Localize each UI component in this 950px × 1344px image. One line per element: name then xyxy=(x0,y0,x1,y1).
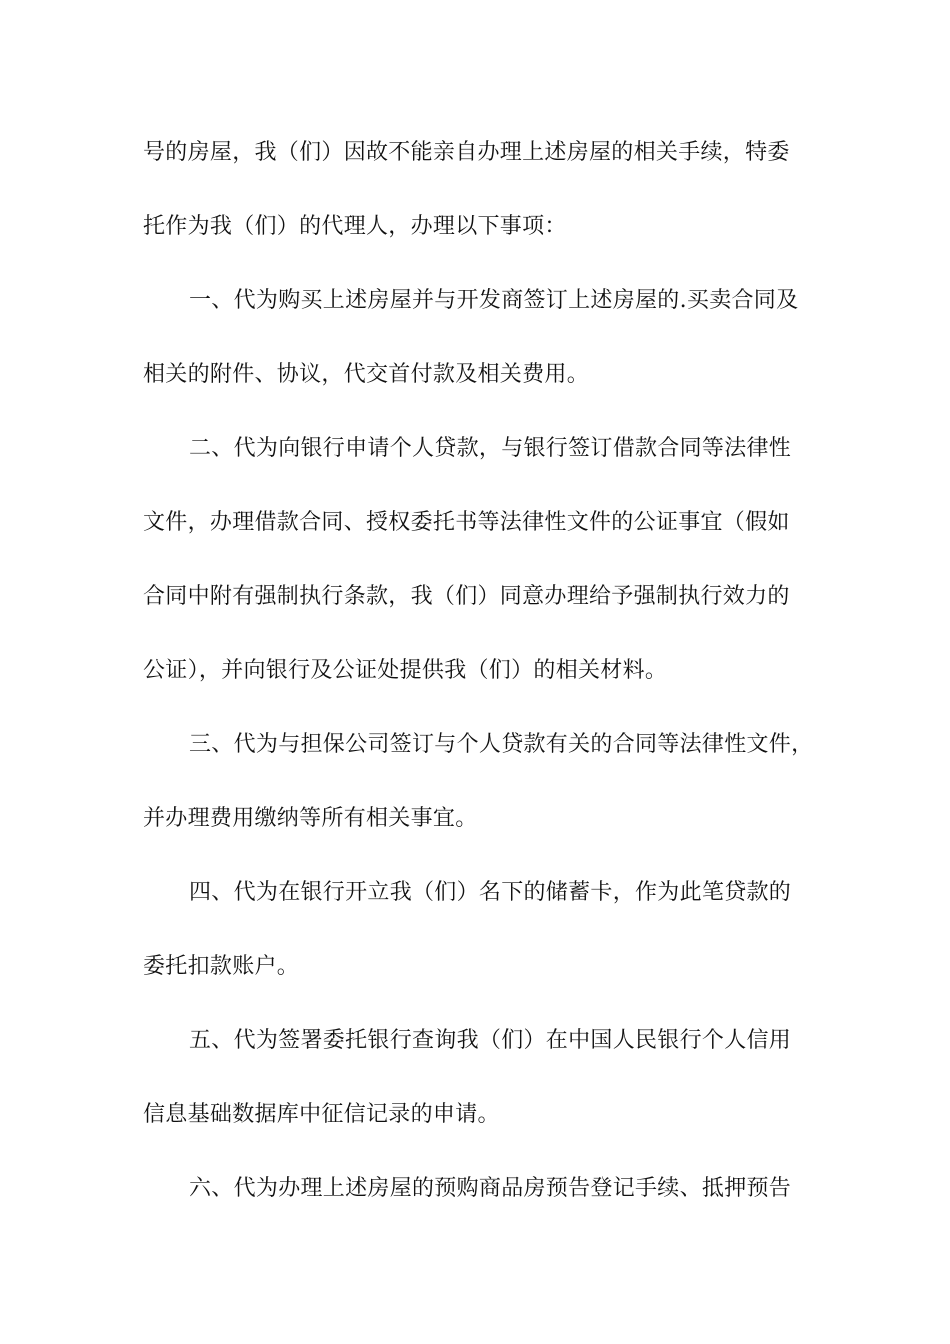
paragraph-first-line: 六、代为办理上述房屋的预购商品房预告登记手续、抵押预告 xyxy=(189,1176,792,1201)
paragraph-first-line: 二、代为向银行申请个人贷款，与银行签订借款合同等法律性 xyxy=(189,436,792,461)
text-line: 托作为我（们）的代理人，办理以下事项： xyxy=(143,214,567,239)
text-line: 合同中附有强制执行条款，我（们）同意办理给予强制执行效力的 xyxy=(143,584,790,609)
text-line: 信息基础数据库中征信记录的申请。 xyxy=(143,1102,500,1127)
text-line: 并办理费用缴纳等所有相关事宜。 xyxy=(143,806,478,831)
text-line: 公证），并向银行及公证处提供我（们）的相关材料。 xyxy=(143,658,668,683)
text-line: 相关的附件、协议，代交首付款及相关费用。 xyxy=(143,362,590,387)
paragraph-first-line: 四、代为在银行开立我（们）名下的储蓄卡，作为此笔贷款的 xyxy=(189,880,792,905)
text-line: 号的房屋，我（们）因故不能亲自办理上述房屋的相关手续，特委 xyxy=(143,140,790,165)
text-line: 文件，办理借款合同、授权委托书等法律性文件的公证事宜（假如 xyxy=(143,510,790,535)
paragraph-first-line: 五、代为签署委托银行查询我（们）在中国人民银行个人信用 xyxy=(189,1028,792,1053)
paragraph-first-line: 一、代为购买上述房屋并与开发商签订上述房屋的.买卖合同及 xyxy=(189,288,799,313)
paragraph-first-line: 三、代为与担保公司签订与个人贷款有关的合同等法律性文件， xyxy=(189,732,814,757)
text-line: 委托扣款账户。 xyxy=(143,954,300,979)
